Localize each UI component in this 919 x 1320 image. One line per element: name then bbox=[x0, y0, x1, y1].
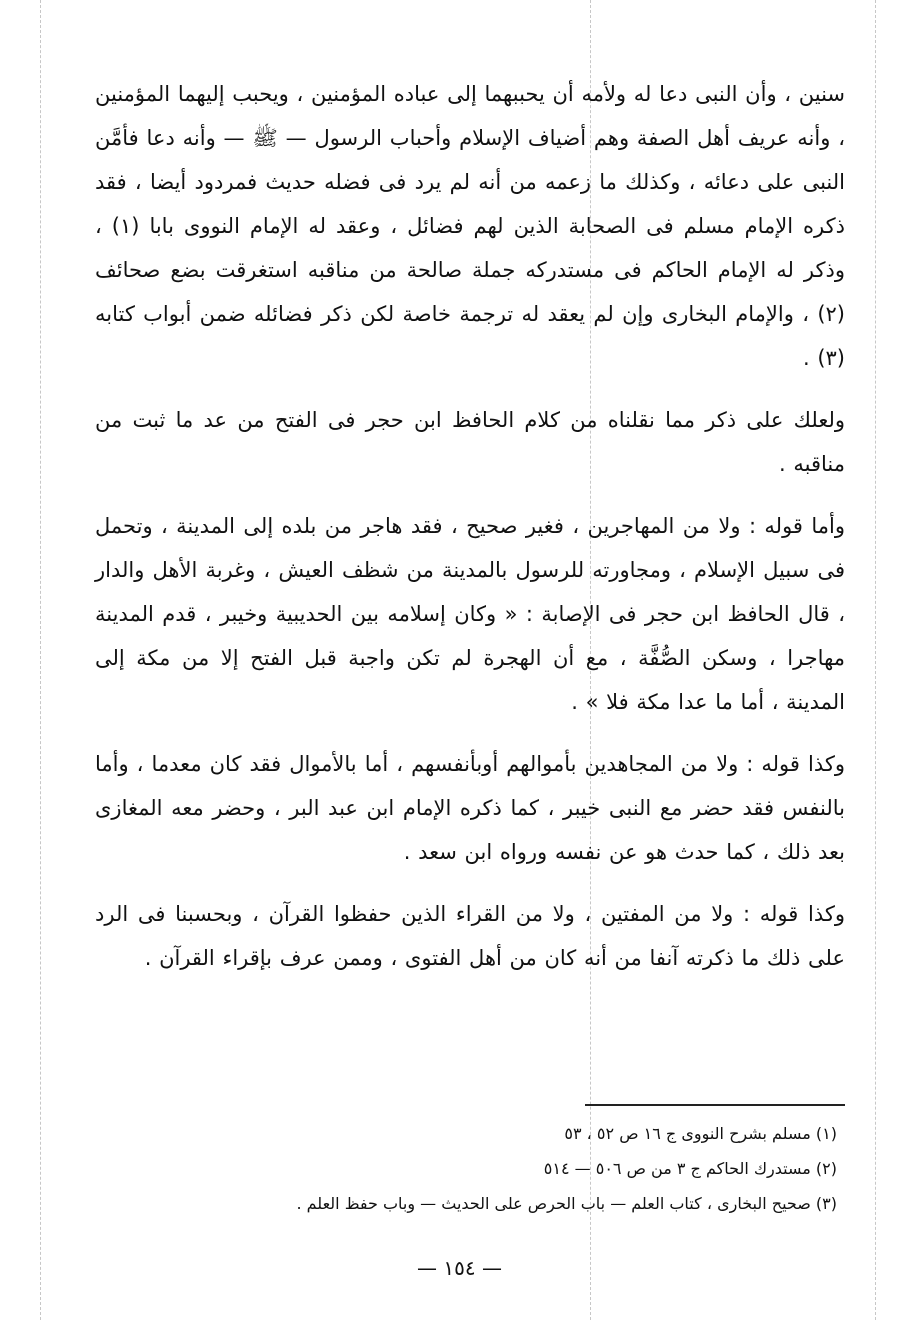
footnote-separator bbox=[585, 1104, 845, 1106]
footnote-3: (٣) صحيح البخارى ، كتاب العلم — باب الحرص على الحديث — وباب حفظ العلم . bbox=[296, 1194, 837, 1213]
document-page bbox=[95, 72, 845, 980]
page-number: — ١٥٤ — bbox=[417, 1256, 502, 1280]
paragraph-2: ولعلك على ذكر مما نقلناه من كلام الحافظ ابن حجر فى الفتح من عد ما ثبت من مناقبه . bbox=[95, 408, 845, 476]
paragraph-5: وكذا قوله : ولا من المفتين ، ولا من القراء الذين حفظوا القرآن ، وبحسبنا فى الرد على ذلك ما ذكرته آنفا من أنه كان من أهل الفتوى ، وممن عرف بإقراء القرآن . bbox=[95, 902, 845, 970]
paragraph-3: وأما قوله : ولا من المهاجرين ، فغير صحيح ، فقد هاجر من بلده إلى المدينة ، وتحمل فى سبيل الإسلام ، ومجاورته للرسول بالمدينة من شظف العيش ، وغربة الأهل والدار ، قال الحافظ ابن حجر فى الإصابة : « وكان إسلامه بين الحديبية وخيبر ، قدم المدينة مهاجرا ، وسكن الصُّفَّة ، مع أن الهجرة لم تكن واجبة قبل الفتح إلا من مكة إلى المدينة ، أما ما عدا مكة فلا » . bbox=[95, 514, 845, 714]
footnotes-section bbox=[150, 1104, 845, 1221]
guide-line-left bbox=[40, 0, 41, 1320]
paragraph-1: سنين ، وأن النبى دعا له ولأمه أن يحببهما إلى عباده المؤمنين ، ويحبب إليهما المؤمنين ، وأنه عريف أهل الصفة وهم أضياف الإسلام وأحباب الرسول — ﷺ — وأنه دعا فأمَّن النبى على دعائه ، وكذلك ما زعمه من أنه لم يرد فى فضله حديث فمردود أيضا ، فقد ذكره الإمام مسلم فى الصحابة الذين لهم فضائل ، وعقد له الإمام النووى بابا (١) ، وذكر له الإمام الحاكم فى مستدركه جملة صالحة من مناقبه استغرقت بضع صحائف (٢) ، والإمام البخارى وإن لم يعقد له ترجمة خاصة لكن ذكر فضائله ضمن أبواب كتابه (٣) . bbox=[95, 82, 845, 370]
paragraph-4: وكذا قوله : ولا من المجاهدين بأموالهم أوبأنفسهم ، أما بالأموال فقد كان معدما ، وأما بالنفس فقد حضر مع النبى خيبر ، كما ذكره الإمام ابن عبد البر ، وحضر معه المغازى بعد ذلك ، كما حدث هو عن نفسه ورواه ابن سعد . bbox=[95, 752, 845, 864]
footnote-2: (٢) مستدرك الحاكم ج ٣ من ص ٥٠٦ — ٥١٤ bbox=[543, 1159, 837, 1178]
guide-line-right bbox=[875, 0, 876, 1320]
footnote-1: (١) مسلم بشرح النووى ج ١٦ ص ٥٢ ، ٥٣ bbox=[564, 1124, 837, 1143]
